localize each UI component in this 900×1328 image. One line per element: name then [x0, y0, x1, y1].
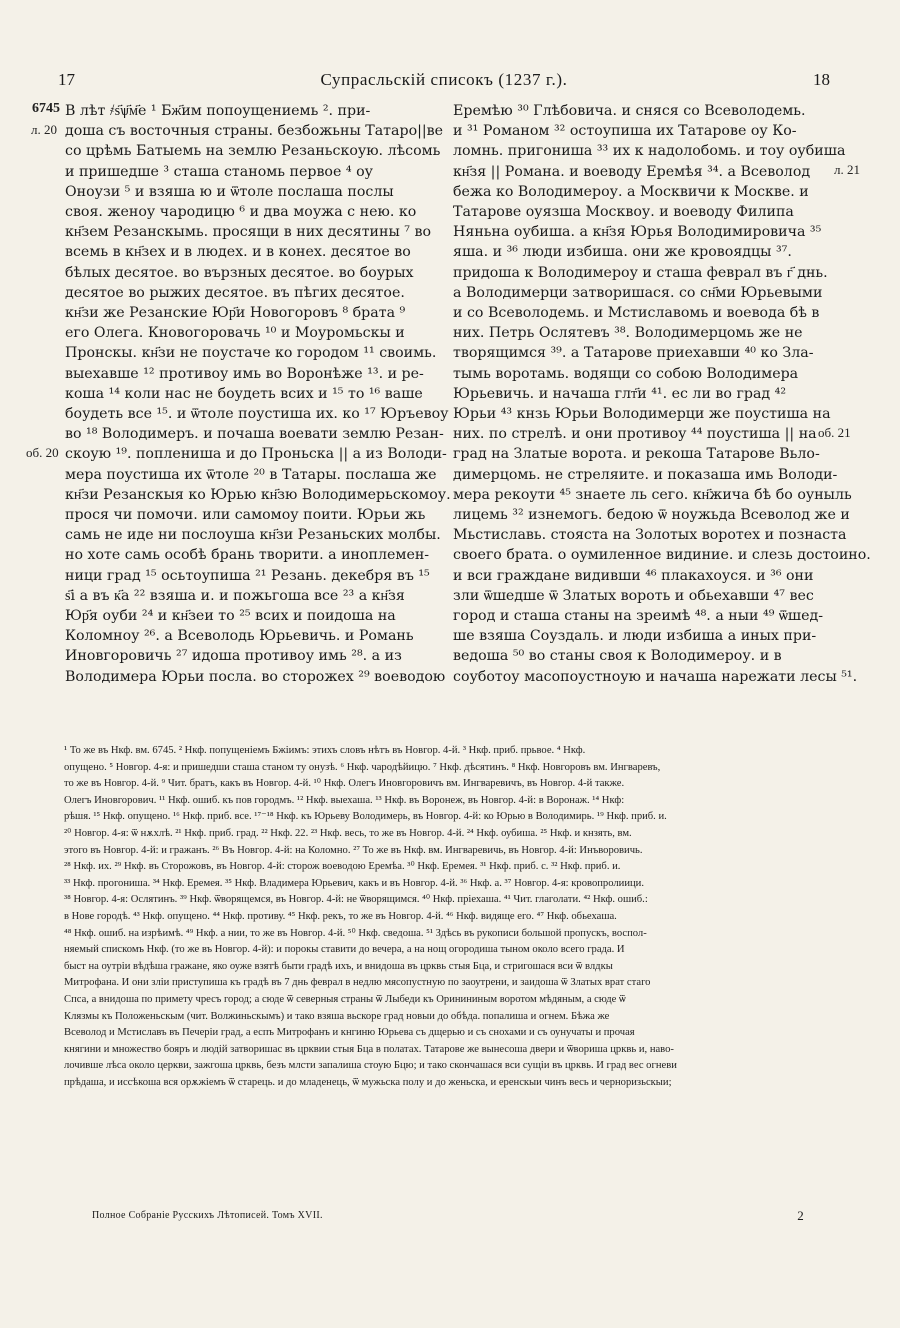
page-number-right: 18 [813, 70, 830, 89]
footnote-line: ⁴⁸ Нкф. ошиб. на изрѣимѣ. ⁴⁹ Нкф. а нии, то же въ Новгор. 4-й. ⁵⁰ Нкф. сведоша. ⁵¹ Здѣсь въ рукописи большой пропускъ, воспол- [64, 927, 647, 939]
text-line: но хоте самь особѣ брань творити. а иноплемен- [65, 547, 430, 564]
text-line: со црѣмь Батыемь на землю Резаньскоую. лѣсомь [65, 143, 441, 160]
text-line: кн҃зя || Романа. и воеводу Еремѣя ³⁴. а Всеволод [453, 163, 811, 180]
footnote-line: ³⁸ Новгор. 4-я: Ослятинъ. ³⁹ Нкф. ѿворящемся, въ Новгор. 4-й: не ѿворящимся. ⁴⁰ Нкф. пріехаша. ⁴¹ Чит. глаголати. ⁴² Нкф. ошиб.: [64, 894, 648, 906]
text-line: коша ¹⁴ коли нас не боудеть всих и ¹⁵ то ¹⁶ ваше [65, 385, 423, 402]
folio-marker-l20: л. 20 [31, 122, 57, 137]
footnote-line: Олегъ Иновгорович. ¹¹ Нкф. ошиб. къ пов городмъ. ¹² Нкф. выехаша. ¹³ Нкф. въ Воронеж, въ Новгор. 4-й: в Воронаж. ¹⁴ Нкф: [64, 794, 625, 806]
text-line: придоша к Володимероу и сташа феврал въ г҃ днь. [453, 264, 828, 281]
footnote-line: быст на оутріи вѣдѣша гражане, яко оуже взятѣ быти градѣ ихъ, и внидоша въ црквь стыя Бца, и стригошася вси ѿ влдкы [64, 960, 613, 972]
footnote-line: ³³ Нкф. прогониша. ³⁴ Нкф. Еремея. ³⁵ Нкф. Владимера Юрьевич, какъ и въ Новгор. 4-й. ³⁶ Нкф. а. ³⁷ Новгор. 4-я: кровопролиици. [64, 877, 644, 889]
text-line: мера поустиша их ѿтоле ²⁰ в Татары. послаша же [65, 466, 437, 483]
text-line: самь не иде ни послоуша кн҃зи Резаньских молбы. [65, 527, 441, 544]
text-line: Няньна оубиша. а кн҃зя Юрья Володимировича ³⁵ [453, 224, 822, 241]
folio-marker-l21: л. 21 [834, 162, 860, 177]
footnote-line: ²⁰ Новгор. 4-я: ѿ нѫхлѣ. ²¹ Нкф. приб. град. ²² Нкф. 22. ²³ Нкф. весь, то же въ Новгор. 4-й. ²⁴ Нкф. оубиша. ²⁵ Нкф. и кнзять, вм. [64, 827, 632, 839]
footnote-line: Спса, а внидоша по примету чресъ город; а сюде ѿ северныя страны ѿ Лыбеди къ Оринининым воротом мѣдяным, а сюде ѿ [64, 993, 626, 1005]
text-line: Володимера Юрьи посла. во сторожех ²⁹ воеводою [65, 668, 446, 685]
text-line: Мьстиславь. стояста на Золотых воротех и познаста [453, 527, 847, 544]
text-line: В лѣт ҂ѕ҃ѱ҃м҃е ¹ Бж҃им попоущениемь ². при- [65, 103, 371, 119]
text-line: ше взяша Соуздаль. и люди избиша а иных при- [453, 628, 817, 645]
text-line: выехавше ¹² противоу имь во Воронѣже ¹³. и ре- [65, 365, 424, 382]
signature-mark: 2 [797, 1208, 804, 1223]
text-line: ломнь. пригониша ³³ их к надолобомь. и тоу оубиша [453, 143, 846, 160]
text-line: Оноузи ⁵ и взяша ю и ѿтоле послаша послы [65, 183, 394, 200]
footnote-line: княгини и множество бояръ и людій затворишас въ црквии стыя Бца в полатах. Татарове же вынесоша двери и ѿвориша црквь и, наво- [64, 1043, 674, 1055]
running-title: Супрасльскій списокъ (1237 г.). [320, 70, 568, 89]
text-line: Коломноу ²⁶. а Всеволодь Юрьевичь. и Романь [65, 628, 414, 645]
text-line: кн҃зи же Резанские Юр҃и Новогоровъ ⁸ брата ⁹ [65, 305, 406, 322]
footnote-line: в Нове городѣ. ⁴³ Нкф. опущено. ⁴⁴ Нкф. противу. ⁴⁵ Нкф. рекъ, то же въ Новгор. 4-й. ⁴⁶ Нкф. видяще его. ⁴⁷ Нкф. обьехаша. [64, 910, 617, 922]
text-line: а Володимерци затворишася. со сн҃ми Юрьевыми [453, 284, 823, 301]
text-line: тымь воротамь. водящи со собою Володимера [453, 365, 799, 382]
text-line: ведоша ⁵⁰ во станы своя к Володимероу. и в [453, 648, 782, 665]
text-line: своя. женоу чародицю ⁶ и два моужа с нею. ко [65, 204, 417, 221]
collection-title: Полное Собраніе Русскихъ Лѣтописей. Томъ XVII. [92, 1210, 323, 1221]
text-line: прося чи помочи. или самомоу поити. Юрьи жь [65, 507, 426, 524]
footnote-line: опущено. ⁵ Новгор. 4-я: и пришедши сташа станом ту онузѣ. ⁶ Нкф. чародѣйицю. ⁷ Нкф. дѣсятинъ. ⁸ Нкф. Новгоровъ вм. Ингваревъ, [64, 761, 661, 773]
text-line: всемь в кн҃зех и в людех. и в конех. десятое во [65, 244, 411, 261]
footnote-line: ²⁸ Нкф. их. ²⁹ Нкф. въ Сторожовъ, въ Новгор. 4-й: сторож воеводою Еремѣа. ³⁰ Нкф. Еремея. ³¹ Нкф. приб. с. ³² Нкф. приб. и. [64, 861, 621, 873]
text-line: творящимся ³⁹. а Татарове приехавши ⁴⁰ ко Зла- [453, 345, 814, 362]
text-line: Еремѣю ³⁰ Глѣбовича. и сняся со Всеволодемь. [453, 103, 806, 119]
text-line: кн҃зи Резанскыя ко Юрью кн҃зю Володимерьскомоу. [65, 486, 451, 503]
text-line: и со Всеволодемь. и Мстиславомь и воевода бѣ в [453, 305, 820, 322]
text-line: своего брата. о оумиленное видиние. и слезь достоино. [453, 547, 871, 564]
text-line: его Олега. Кновогоровачь ¹⁰ и Моуромьскы и [65, 325, 405, 342]
text-line: десятое во рыжих десятое. въ пѣгих десятое. [65, 284, 405, 301]
footnote-line: то же въ Новгор. 4-й. ⁹ Чит. братъ, какъ въ Новгор. 4-й. ¹⁰ Нкф. Олегъ Иновгоровичъ вм. Ингваревичъ, въ Новгор. 4-й также. [64, 778, 625, 790]
text-line: Татарове оуязша Москвоу. и воеводу Филипа [453, 204, 794, 221]
page-footer [92, 1210, 804, 1226]
left-text-column [65, 101, 451, 687]
text-line: бежа ко Володимероу. а Москвичи к Москве. и [453, 183, 809, 200]
text-line: Иновгоровичь ²⁷ идоша противоу имь ²⁸. а из [65, 648, 402, 665]
text-line: мера рекоути ⁴⁵ знаете ль сего. кн҃жича бѣ бо оуныль [453, 486, 852, 503]
text-line: бѣлых десятое. во вързных десятое. во боурых [65, 264, 414, 281]
footnote-line: Клязмы къ Положеньскым (чит. Волжиньскымъ) и тако взяша вьскоре град новыи до обѣда. попалиша и огнем. Бѣжа же [64, 1010, 610, 1022]
text-line: Юр҃я оуби ²⁴ и кн҃зеи то ²⁵ всих и поидоша на [65, 608, 396, 625]
text-line: и ³¹ Романом ³² остоупиша их Татарове оу Ко- [453, 123, 797, 140]
running-header [58, 70, 830, 94]
footnote-line: лочивше лѣса около церкви, зажгоша црквь, безъ млсти запалиша стоую Бцю; и тако скончашася вси сущіи въ црквь. И град вес огневи [64, 1060, 677, 1072]
footnote-line: Митрофана. И они зліи приступиша къ градѣ въ 7 днь феврал в недлю мясопустную по заоутрени, и заидоша ѿ Златых врат стаго [64, 977, 651, 989]
text-line: ѕ҃і а въ к҃а ²² взяша и. и пожьгоша все ²³ а кн҃зя [65, 587, 405, 604]
text-line: димерцомь. не стреляите. и показаша имь Володи- [453, 466, 838, 483]
text-line: лицемь ³² изнемогь. бедою ѿ ноужьда Всеволод же и [453, 507, 850, 524]
text-line: них. Петрь Ослятевъ ³⁸. Володимерцомь же не [453, 325, 803, 342]
text-line: яша. и ³⁶ люди избиша. они же кровоядцы ³⁷. [453, 244, 792, 261]
text-line: боудеть все ¹⁵. и ѿтоле поустиша их. ко ¹⁷ Юръевоу [65, 406, 449, 423]
folio-marker-ob20: об. 20 [26, 445, 59, 460]
text-line: во ¹⁸ Володимеръ. и почаша воевати землю Резан- [65, 426, 444, 443]
text-line: кн҃зем Резанскымь. просящи в них десятины ⁷ во [65, 224, 431, 241]
footnotes-block [64, 743, 820, 1091]
footnote-line: ¹ То же въ Нкф. вм. 6745. ² Нкф. попущеніемъ Бжіимъ: этихъ словъ нѣтъ въ Новгор. 4-й. ³ Нкф. приб. прьвое. ⁴ Нкф. [64, 745, 586, 756]
folio-marker-ob21: об. 21 [818, 425, 851, 440]
text-line: Пронскы. кн҃зи не поустаче ко городом ¹¹ своимь. [65, 345, 437, 362]
page-number-left: 17 [58, 70, 75, 89]
text-line: ници град ¹⁵ осьтоупиша ²¹ Резань. декебря въ ¹⁵ [65, 567, 430, 584]
footnote-line: рѣшя. ¹⁵ Нкф. опущено. ¹⁶ Нкф. приб. все. ¹⁷⁻¹⁸ Нкф. къ Юрьеву Володимерь, въ Новгор. 4-й: ко Юрью в Володимирь. ¹⁹ Нкф. приб. и. [64, 811, 667, 823]
text-line: Юрьевичь. и начаша глт҃и ⁴¹. ес ли во град ⁴² [453, 385, 787, 402]
text-line: и пришедше ³ сташа станомь первое ⁴ оу [65, 163, 373, 180]
year-marker: 6745 [32, 101, 60, 116]
text-line: град на Златые ворота. и рекоша Татарове Вьло- [453, 446, 820, 463]
text-line: них. по стрелѣ. и они противоу ⁴⁴ поустиша || на [453, 426, 817, 443]
text-line: город и сташа станы на зреимѣ ⁴⁸. а ныи ⁴⁹ ѿшед- [453, 608, 823, 625]
text-line: соуботоу масопоустноую и начаша нарежати лесы ⁵¹. [453, 668, 858, 685]
footnote-line: няемый спискомъ Нкф. (то же въ Новгор. 4-й): и порокы ставити до вечера, а на нощ огородиша тыном около всего града. И [64, 944, 625, 956]
text-line: Юрьи ⁴³ кнзь Юрьи Володимерци же поустиша на [453, 406, 831, 423]
footnote-line: прѣдаша, и иссѣкоша вся орѫжіемъ ѿ старець. и до младенець, ѿ мужьска полу и до женьска, и еренскыи чинъ весь и черноризьскыи; [64, 1076, 672, 1088]
footnote-line: Всеволод и Мстиславъ въ Печеріи град, а еспъ Митрофанъ и кнгиню Юрьева съ дщерью и съ снохами и съ оунучаты и прочая [64, 1027, 635, 1039]
text-line: скоую ¹⁹. поплениша и до Проньска || а из Володи- [65, 446, 447, 463]
text-line: зли ѿшедше ѿ Златых вороть и обьехавши ⁴⁷ вес [453, 587, 814, 604]
text-line: и вси граждане видивши ⁴⁶ плакахоуся. и ³⁶ они [453, 567, 814, 584]
text-line: доша съ восточныя страны. безбожьны Татаро||ве [65, 123, 444, 140]
footnote-line: этого въ Новгор. 4-й: и гражанъ. ²⁶ Въ Новгор. 4-й: на Коломно. ²⁷ То же въ Нкф. вм. Ингваревичь, въ Новгор. 4-й: Инъворовичь. [64, 844, 643, 856]
